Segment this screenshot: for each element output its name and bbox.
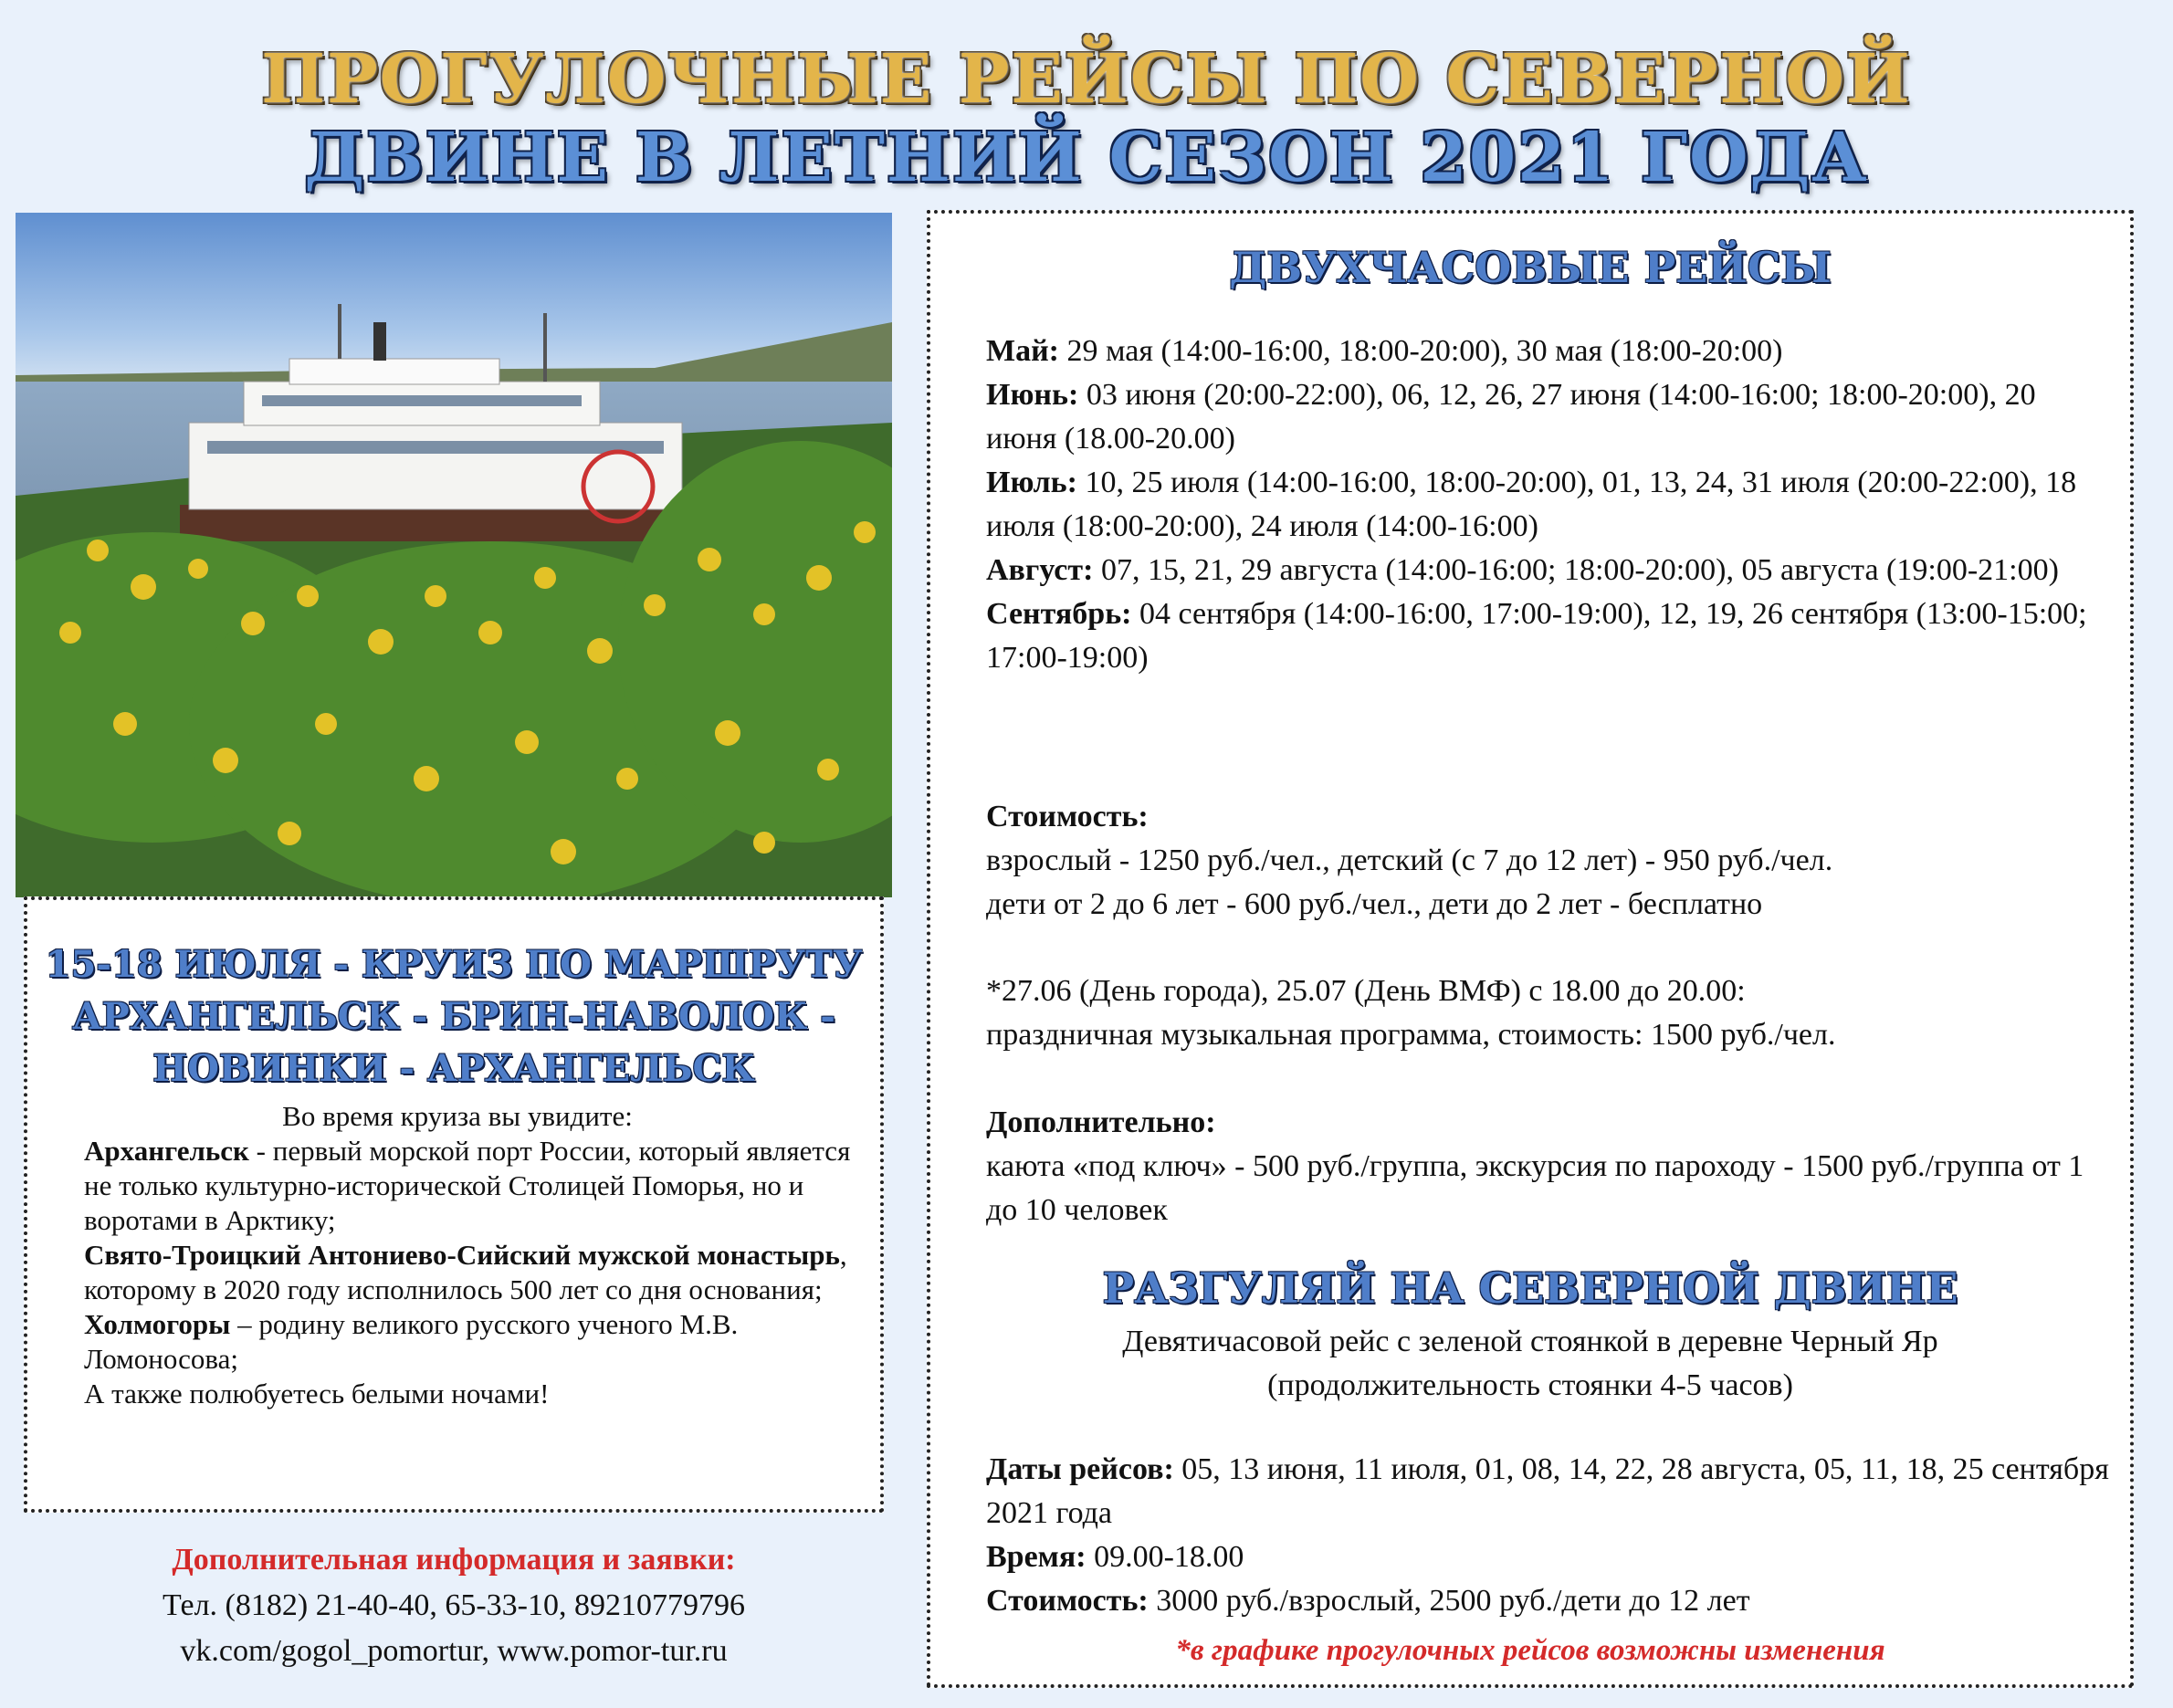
schedule-month-september xyxy=(986,592,2109,680)
cruise-title xyxy=(27,938,880,1095)
page-title-line-1: ПРОГУЛОЧНЫЕ РЕЙСЫ ПО СЕВЕРНОЙ xyxy=(261,40,1912,119)
razgulyai-subtitle xyxy=(930,1320,2130,1408)
holiday-note xyxy=(986,969,2109,1057)
detail-value: 05, 13 июня, 11 июля, 01, 08, 14, 22, 28 августа, 05, 11, 18, 25 сентября 2021 года xyxy=(986,1452,2109,1530)
schedule-month-august xyxy=(986,549,2109,592)
razgulyai-dates xyxy=(986,1448,2109,1535)
price-line: дети от 2 до 6 лет - 600 руб./чел., дети до 2 лет - бесплатно xyxy=(986,887,1763,921)
steamboat-photo xyxy=(16,213,892,897)
cruise-item-text: – родину великого русского ученого М.В. Ломоносова; xyxy=(84,1308,739,1375)
razgulyai-title: РАЗГУЛЯЙ НА СЕВЕРНОЙ ДВИНЕ xyxy=(1102,1263,1958,1313)
contacts-links[interactable]: vk.com/gogol_pomortur, www.pomor-tur.ru xyxy=(180,1634,728,1668)
cruise-item-text: , которому в 2020 году исполнилось 500 лет со дня основания; xyxy=(84,1239,847,1305)
price-label: Стоимость: xyxy=(986,800,1149,833)
holiday-line: праздничная музыкальная программа, стоимость: 1500 руб./чел. xyxy=(986,1018,1836,1052)
month-label: Май: xyxy=(986,334,1060,368)
cruise-panel xyxy=(24,896,884,1513)
contacts-phones: Тел. (8182) 21-40-40, 65-33-10, 89210779796 xyxy=(163,1588,745,1622)
page-title-line-2: ДВИНЕ В ЛЕТНИЙ СЕЗОН 2021 ГОДА xyxy=(304,119,1869,197)
month-label: Сентябрь: xyxy=(986,597,1132,631)
schedule-panel xyxy=(927,210,2134,1688)
razgulyai-sub-line: Девятичасовой рейс с зеленой стоянкой в деревне Черный Яр xyxy=(1122,1325,1938,1358)
razgulyai-sub-line: (продолжительность стоянки 4-5 часов) xyxy=(1267,1368,1793,1402)
month-label: Июль: xyxy=(986,466,1077,499)
razgulyai-time xyxy=(986,1535,2109,1579)
month-dates: 07, 15, 21, 29 августа (14:00-16:00; 18:00-20:00), 05 августа (19:00-21:00) xyxy=(1093,553,2059,587)
two-hour-prices xyxy=(986,795,2109,927)
schedule-month-may xyxy=(986,330,2109,373)
cruise-item-title: Свято-Троицкий Антониево-Сийский мужской монастырь xyxy=(84,1239,840,1271)
month-label: Июнь: xyxy=(986,378,1079,412)
detail-value: 09.00-18.00 xyxy=(1086,1540,1244,1574)
cruise-closing: А также полюбуетесь белыми ночами! xyxy=(84,1378,550,1409)
contacts-heading: Дополнительная информация и заявки: xyxy=(172,1543,736,1577)
razgulyai-details xyxy=(986,1448,2109,1623)
cruise-intro: Во время круиза вы увидите: xyxy=(282,1100,633,1132)
cruise-item-monastery xyxy=(84,1238,869,1307)
cruise-item-title: Архангельск xyxy=(84,1135,249,1167)
cruise-description xyxy=(84,1099,869,1411)
extra-label: Дополнительно: xyxy=(986,1105,1216,1139)
holiday-line: *27.06 (День города), 25.07 (День ВМФ) с 18.00 до 20.00: xyxy=(986,974,1746,1008)
cruise-item-title: Холмогоры xyxy=(84,1308,231,1340)
month-dates: 29 мая (14:00-16:00, 18:00-20:00), 30 мая (18:00-20:00) xyxy=(1059,334,1783,368)
detail-label: Время: xyxy=(986,1540,1086,1574)
month-label: Август: xyxy=(986,553,1094,587)
price-line: взрослый - 1250 руб./чел., детский (с 7 до 12 лет) - 950 руб./чел. xyxy=(986,844,1833,877)
month-dates: 10, 25 июля (14:00-16:00, 18:00-20:00), 01, 13, 24, 31 июля (20:00-22:00), 18 июля (18:00-20:00), 24 июля (14:00-16:00) xyxy=(986,466,2077,543)
cruise-item-arkhangelsk xyxy=(84,1134,869,1238)
extra-services xyxy=(986,1101,2109,1232)
extra-text: каюта «под ключ» - 500 руб./группа, экскурсия по пароходу - 1500 руб./группа от 1 до 10 человек xyxy=(986,1149,2084,1227)
cruise-title-line: НОВИНКИ - АРХАНГЕЛЬСК xyxy=(152,1047,755,1090)
cruise-title-line: АРХАНГЕЛЬСК - БРИН-НАВОЛОК - xyxy=(72,995,835,1038)
cruise-item-text: - первый морской порт России, который является не только культурно-исторической Столицей Поморья, но и воротами в Арктику; xyxy=(84,1135,851,1236)
schedule-month-july xyxy=(986,461,2109,549)
detail-value: 3000 руб./взрослый, 2500 руб./дети до 12 лет xyxy=(1148,1584,1750,1618)
detail-label: Стоимость: xyxy=(986,1584,1149,1618)
two-hour-schedule xyxy=(986,330,2109,680)
month-dates: 03 июня (20:00-22:00), 06, 12, 26, 27 июня (14:00-16:00; 18:00-20:00), 20 июня (18.00-20.00) xyxy=(986,378,2036,456)
cruise-item-kholmogory xyxy=(84,1307,869,1377)
schedule-change-note: *в графике прогулочных рейсов возможны изменения xyxy=(1175,1634,1885,1667)
schedule-month-june xyxy=(986,373,2109,461)
razgulyai-price xyxy=(986,1579,2109,1623)
two-hour-title: ДВУХЧАСОВЫЕ РЕЙСЫ xyxy=(1229,243,1832,292)
month-dates: 04 сентября (14:00-16:00, 17:00-19:00), 12, 19, 26 сентября (13:00-15:00; 17:00-19:00) xyxy=(986,597,2087,675)
cruise-title-line: 15-18 ИЮЛЯ - КРУИЗ ПО МАРШРУТУ xyxy=(45,943,863,986)
detail-label: Даты рейсов: xyxy=(986,1452,1174,1486)
